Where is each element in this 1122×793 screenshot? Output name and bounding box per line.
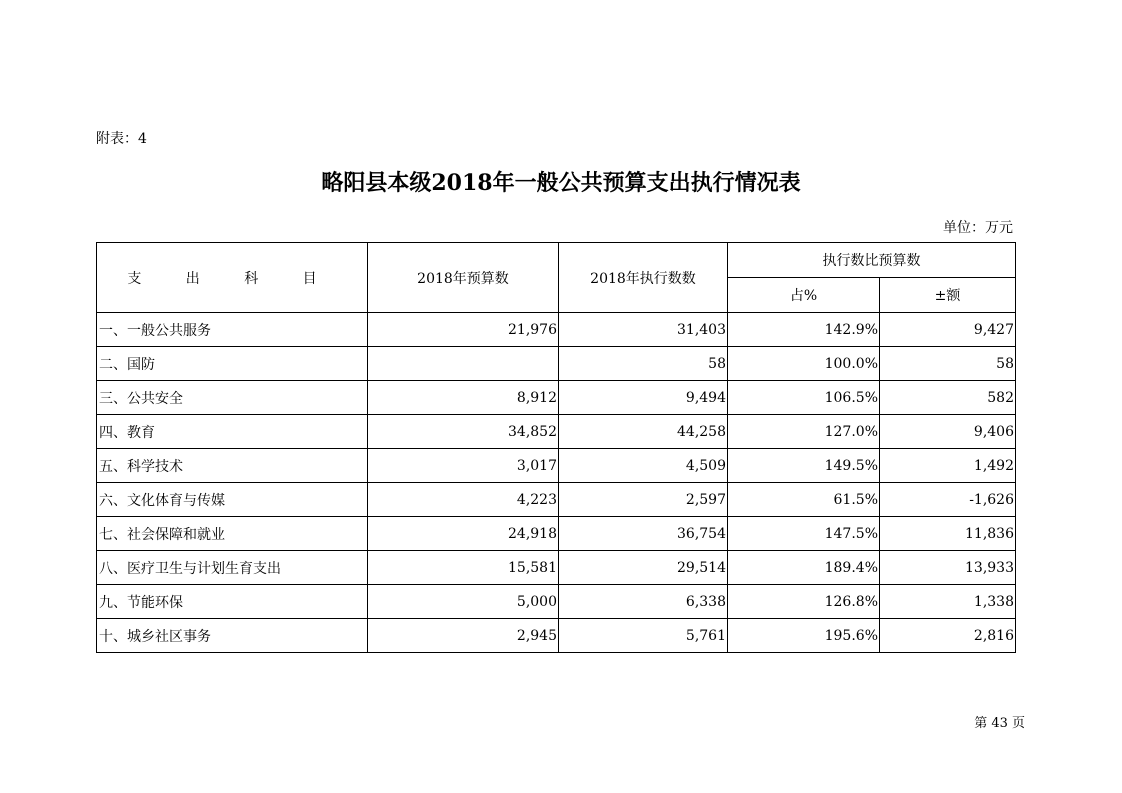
row-executed: 6,338 [559,585,728,619]
row-name: 五、科学技术 [97,449,368,483]
header-executed: 2018年执行数数 [559,243,728,313]
table-row [97,415,1016,449]
table-row [97,313,1016,347]
row-executed: 2,597 [559,483,728,517]
row-diff: 1,338 [880,585,1016,619]
row-percent: 149.5% [728,449,880,483]
row-percent: 189.4% [728,551,880,585]
row-budget: 8,912 [368,381,559,415]
row-executed: 44,258 [559,415,728,449]
table-row [97,449,1016,483]
row-executed: 31,403 [559,313,728,347]
table-row [97,483,1016,517]
row-diff: 58 [880,347,1016,381]
row-percent: 147.5% [728,517,880,551]
budget-table [96,242,1016,653]
row-executed: 58 [559,347,728,381]
row-budget: 5,000 [368,585,559,619]
row-name: 九、节能环保 [97,585,368,619]
annex-label: 附表：4 [96,131,147,147]
row-percent: 142.9% [728,313,880,347]
row-budget: 24,918 [368,517,559,551]
row-name: 二、国防 [97,347,368,381]
row-diff: -1,626 [880,483,1016,517]
row-percent: 195.6% [728,619,880,653]
page-number: 第 43 页 [974,716,1025,731]
row-budget: 3,017 [368,449,559,483]
row-budget: 21,976 [368,313,559,347]
row-executed: 5,761 [559,619,728,653]
row-diff: 11,836 [880,517,1016,551]
header-diff: ±额 [880,278,1016,313]
row-diff: 582 [880,381,1016,415]
row-budget: 34,852 [368,415,559,449]
row-budget: 15,581 [368,551,559,585]
row-diff: 1,492 [880,449,1016,483]
row-percent: 126.8% [728,585,880,619]
header-budget: 2018年预算数 [368,243,559,313]
row-executed: 9,494 [559,381,728,415]
row-percent: 100.0% [728,347,880,381]
row-percent: 106.5% [728,381,880,415]
header-subject: 支 出 科 目 [97,243,368,313]
row-name: 八、医疗卫生与计划生育支出 [97,551,368,585]
page-title: 略阳县本级2018年一般公共预算支出执行情况表 [321,170,801,196]
row-executed: 29,514 [559,551,728,585]
row-name: 十、城乡社区事务 [97,619,368,653]
row-name: 四、教育 [97,415,368,449]
header-compare-group: 执行数比预算数 [728,243,1016,278]
row-budget [368,347,559,381]
table-row [97,585,1016,619]
row-budget: 2,945 [368,619,559,653]
table-row [97,619,1016,653]
row-name: 七、社会保障和就业 [97,517,368,551]
row-executed: 36,754 [559,517,728,551]
row-diff: 9,406 [880,415,1016,449]
row-percent: 127.0% [728,415,880,449]
unit-label: 单位：万元 [943,220,1013,236]
row-percent: 61.5% [728,483,880,517]
table-row [97,381,1016,415]
row-diff: 13,933 [880,551,1016,585]
row-name: 六、文化体育与传媒 [97,483,368,517]
row-executed: 4,509 [559,449,728,483]
header-percent: 占% [728,278,880,313]
row-diff: 2,816 [880,619,1016,653]
table-row [97,551,1016,585]
table-row [97,517,1016,551]
row-name: 一、一般公共服务 [97,313,368,347]
row-diff: 9,427 [880,313,1016,347]
row-name: 三、公共安全 [97,381,368,415]
row-budget: 4,223 [368,483,559,517]
table-row [97,347,1016,381]
